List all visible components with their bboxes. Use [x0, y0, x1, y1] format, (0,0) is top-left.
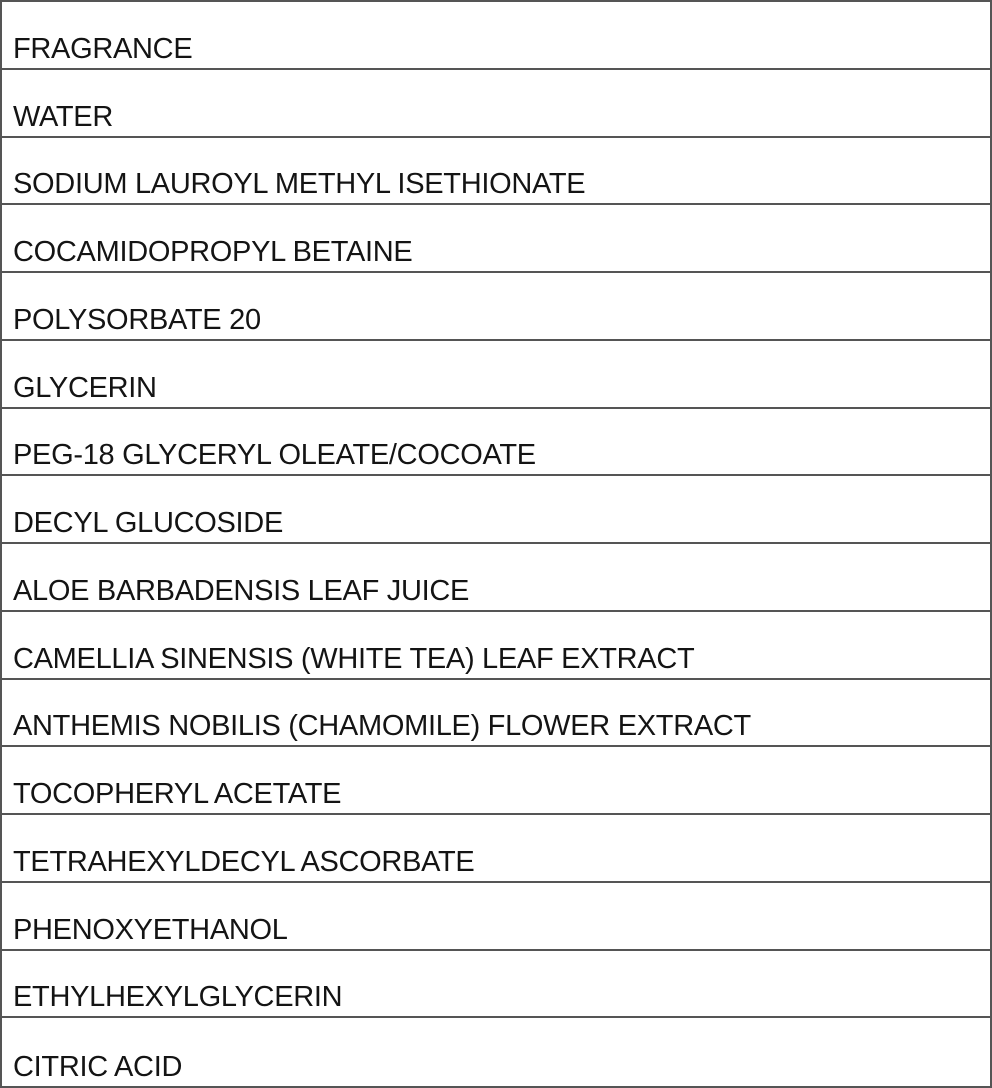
ingredient-name: ALOE BARBADENSIS LEAF JUICE	[13, 574, 470, 607]
table-row	[2, 2, 990, 70]
ingredient-name: CAMELLIA SINENSIS (WHITE TEA) LEAF EXTRACT	[13, 642, 695, 675]
table-row	[2, 476, 990, 544]
table-row	[2, 70, 990, 138]
ingredient-name: PHENOXYETHANOL	[13, 913, 288, 946]
table-row	[2, 612, 990, 680]
table-row	[2, 883, 990, 951]
ingredient-name: PEG-18 GLYCERYL OLEATE/COCOATE	[13, 439, 536, 472]
table-row	[2, 951, 990, 1019]
table-row	[2, 205, 990, 273]
ingredient-name: TETRAHEXYLDECYL ASCORBATE	[13, 845, 475, 878]
table-row	[2, 1018, 990, 1086]
table-row	[2, 409, 990, 477]
table-row	[2, 544, 990, 612]
table-row	[2, 341, 990, 409]
ingredient-name: SODIUM LAUROYL METHYL ISETHIONATE	[13, 168, 586, 201]
ingredient-name: TOCOPHERYL ACETATE	[13, 778, 342, 810]
ingredient-name: FRAGRANCE	[13, 32, 193, 65]
table-row	[2, 273, 990, 341]
table-row	[2, 680, 990, 748]
table-row	[2, 138, 990, 206]
ingredient-name: ANTHEMIS NOBILIS (CHAMOMILE) FLOWER EXTRACT	[13, 710, 751, 743]
ingredient-name: POLYSORBATE 20	[13, 303, 261, 336]
table-row	[2, 815, 990, 883]
ingredient-name: DECYL GLUCOSIDE	[13, 507, 283, 539]
ingredient-name: COCAMIDOPROPYL BETAINE	[13, 236, 413, 268]
table-row	[2, 747, 990, 815]
ingredient-name: GLYCERIN	[13, 371, 157, 404]
ingredient-name: WATER	[13, 100, 113, 133]
ingredient-name: CITRIC ACID	[13, 1051, 183, 1083]
ingredient-name: ETHYLHEXYLGLYCERIN	[13, 981, 343, 1014]
